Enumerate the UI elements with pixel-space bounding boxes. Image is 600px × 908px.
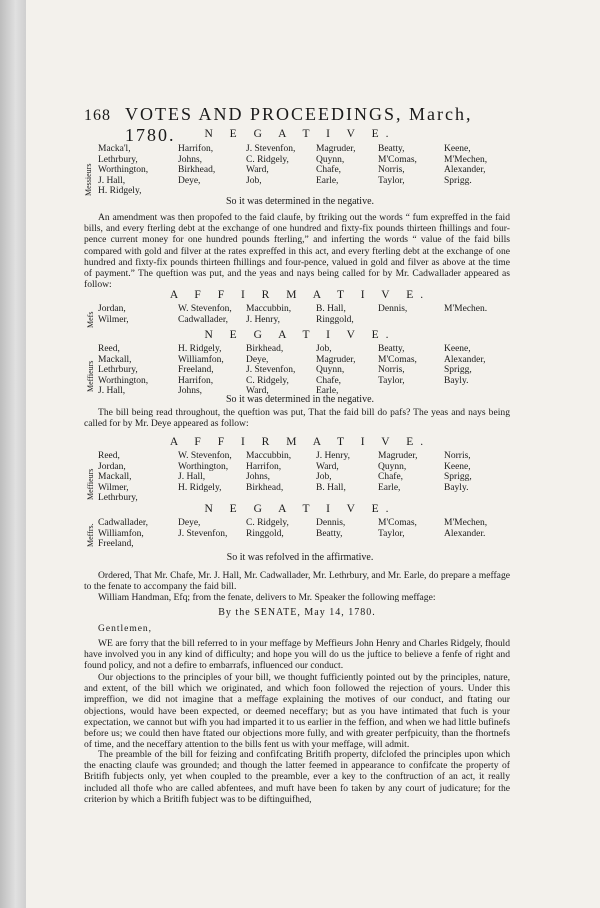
member-name: Sprigg, bbox=[444, 365, 472, 375]
member-name: Jordan, bbox=[98, 461, 126, 472]
member-name: Reed, bbox=[98, 344, 120, 354]
member-name bbox=[444, 186, 514, 197]
member-name: Cadwallader, bbox=[98, 518, 149, 528]
member-name bbox=[378, 186, 444, 197]
member-name: Johns, bbox=[246, 472, 271, 482]
member-name: Dennis, bbox=[378, 304, 408, 314]
salutation: Gentlemen, bbox=[98, 624, 153, 634]
member-name: Quynn, bbox=[316, 365, 345, 375]
vote-list-5 bbox=[98, 518, 514, 550]
member-name: Cadwallader, bbox=[178, 314, 229, 325]
member-name bbox=[444, 539, 514, 550]
member-name: Deye, bbox=[178, 518, 201, 528]
member-name: Job, bbox=[316, 472, 332, 482]
vote-list-1 bbox=[98, 144, 514, 197]
member-name: Maccubbin, bbox=[246, 304, 292, 314]
negative-heading-3: N E G A T I V E. bbox=[204, 329, 396, 341]
letter-paragraph-1: WE are forry that the bill referred to in your meffage by Meffieurs John Henry and Charles Ridgely, fhould have involved you in any kind of difficulty; and hope you will do us the juftice to believe a fenfe of right and found policy, and not a defire to embarrafs, influenced our conduct. bbox=[84, 638, 510, 672]
member-name: Maccubbin, bbox=[246, 451, 292, 461]
member-name: Quynn, bbox=[378, 461, 407, 472]
member-name bbox=[178, 186, 246, 197]
member-name: B. Hall, bbox=[316, 304, 346, 314]
letter-paragraph-2: Our objections to the principles of your bill, we thought fufficiently pointed out by the principles, nature, and extent, of the bill which we originated, and which foon followed the rejection of yours. Under this impreffion, we did not imagine that a meffage explaining the motives of our conduct, and ftating our objections, would have been expected, or deemed neceffary; but as you have intimated that fuch is your expectation, we cannot but wifh you had imparted it to us earlier in the feffion, and when we had little bufinefs before us; we could then have ftated our objections more fully, and with greater perfpicuity, than the fhortnefs of time, and the neceffary attention to the bills fent us with your meffage, will admit. bbox=[84, 672, 510, 751]
member-name bbox=[246, 493, 316, 504]
member-name: Chafe, bbox=[316, 375, 342, 386]
member-name: J. Stevenfon, bbox=[246, 144, 296, 154]
member-name: Ringgold, bbox=[316, 314, 354, 325]
member-name: Jordan, bbox=[98, 304, 126, 314]
member-name bbox=[316, 539, 378, 550]
member-name: C. Ridgely, bbox=[246, 154, 289, 165]
member-name: Norris, bbox=[378, 365, 405, 375]
member-name: Chafe, bbox=[316, 165, 342, 175]
member-name: Wilmer, bbox=[98, 314, 129, 325]
member-name: Lethrbury, bbox=[98, 365, 138, 375]
negative-heading-5: N E G A T I V E. bbox=[204, 503, 396, 515]
member-name: Keene, bbox=[444, 344, 471, 354]
member-name: Harrifon, bbox=[178, 375, 214, 386]
side-label-1: Messieurs bbox=[84, 163, 93, 196]
member-name bbox=[378, 493, 444, 504]
member-name: Earle, bbox=[316, 386, 339, 396]
member-name: Beatty, bbox=[378, 144, 405, 154]
side-label-5: Meffrs. bbox=[86, 523, 95, 547]
member-name: Freeland, bbox=[98, 539, 134, 549]
member-name bbox=[444, 315, 514, 326]
member-name: J. Stevenfon, bbox=[246, 365, 296, 375]
letter-paragraph-3: The preamble of the bill for feizing and confifcating Britifh property, difclofed the principles upon which the enacting claufe was grounded; and though the latter feemed in appearance to confifcate the property of Britifh fubjects only, yet when coupled to the preamble, ever a key to the conftruction of an act, it really included all thofe who are called abfentees, and muft have been fo taken by any court of judicature; for the criterion by which a Britifh fubject was to be diftinguifhed, bbox=[84, 749, 510, 805]
amendment-paragraph: An amendment was then propofed to the faid claufe, by ftriking out the words “ fum expreffed in the faid bills, and every fterling debt at the exchange of one hundred and fixty-fix pounds thirteen fhillings and four-pence current money for one hundred pounds fterling,” and inferting the words “ value of the faid bills compared with gold and filver at the rates expreffed in this act, and every fterling debt at the exchange of one hundred and fixty-fix pounds thirteen fhillings and four-pence, valued in gold and filver as above at the time of payment.” The queftion was put, and the yeas and nays being called for by Mr. Cadwallader appeared as follow: bbox=[84, 212, 510, 291]
member-name: Birkhead, bbox=[178, 165, 216, 175]
member-name bbox=[378, 315, 444, 326]
member-name: B. Hall, bbox=[316, 482, 346, 493]
page-title: VOTES AND PROCEEDINGS, March, 1780. bbox=[125, 104, 473, 145]
page-number: 168 bbox=[84, 107, 111, 124]
member-name: Magruder, bbox=[378, 451, 418, 461]
member-name: J. Henry, bbox=[316, 451, 350, 461]
member-name: Sprigg, bbox=[444, 472, 472, 482]
member-name: Mackall, bbox=[98, 354, 132, 365]
member-name: Birkhead, bbox=[246, 344, 284, 354]
member-name: Keene, bbox=[444, 144, 471, 154]
member-name: Ward, bbox=[316, 461, 339, 472]
member-name: M'Mechen, bbox=[444, 518, 488, 528]
member-name: Earle, bbox=[378, 482, 401, 493]
member-name: H. Ridgely, bbox=[178, 344, 222, 354]
member-name: M'Mechen. bbox=[444, 304, 488, 314]
side-label-3: Meffieurs bbox=[86, 360, 95, 392]
member-name: Ringgold, bbox=[246, 528, 284, 539]
vote-list-2 bbox=[98, 304, 514, 325]
member-name: Sprigg. bbox=[444, 175, 472, 186]
member-name: M'Mechen, bbox=[444, 154, 488, 165]
member-name: J. Hall, bbox=[98, 386, 126, 396]
member-name: J. Hall, bbox=[178, 472, 206, 482]
affirmative-heading-2: A F F I R M A T I V E. bbox=[169, 289, 431, 301]
member-name: Magruder, bbox=[316, 354, 356, 365]
member-name: Johns, bbox=[178, 154, 203, 165]
member-name bbox=[178, 539, 246, 550]
member-name: Chafe, bbox=[378, 472, 404, 482]
member-name: Worthington, bbox=[98, 165, 149, 175]
member-name: Lethrbury, bbox=[98, 154, 138, 165]
result-5: So it was refolved in the affirmative. bbox=[226, 552, 374, 563]
member-name: Alexander, bbox=[444, 354, 486, 365]
member-name: M'Comas, bbox=[378, 154, 417, 165]
member-name: Norris, bbox=[378, 165, 405, 175]
member-name: Worthington, bbox=[98, 375, 149, 386]
member-name: Deye, bbox=[178, 175, 201, 186]
member-name: Job, bbox=[246, 175, 262, 186]
member-name: Birkhead, bbox=[246, 482, 284, 493]
member-name: Williamfon, bbox=[178, 354, 224, 365]
member-name: C. Ridgely, bbox=[246, 518, 289, 528]
result-1: So it was determined in the negative. bbox=[225, 196, 375, 207]
member-name: Alexander. bbox=[444, 528, 486, 539]
member-name: Wilmer, bbox=[98, 482, 129, 493]
result-3: So it was determined in the negative. bbox=[225, 394, 375, 405]
member-name: M'Comas, bbox=[378, 354, 417, 365]
member-name: Taylor, bbox=[378, 175, 405, 186]
member-name: Job, bbox=[316, 344, 332, 354]
member-name: Taylor, bbox=[378, 528, 405, 539]
member-name bbox=[444, 493, 514, 504]
ordered-paragraph: Ordered, That Mr. Chafe, Mr. J. Hall, Mr. Cadwallader, Mr. Lethrbury, and Mr. Earle, do prepare a meffage to the fenate to accompany the faid bill. bbox=[84, 570, 510, 593]
member-name: Macka'l, bbox=[98, 144, 131, 154]
member-name: Alexander, bbox=[444, 165, 486, 175]
member-name bbox=[246, 186, 316, 197]
member-name: Norris, bbox=[444, 451, 471, 461]
member-name: C. Ridgely, bbox=[246, 375, 289, 386]
member-name: Taylor, bbox=[378, 375, 405, 386]
member-name: M'Comas, bbox=[378, 518, 417, 528]
member-name: Bayly. bbox=[444, 482, 469, 493]
member-name: J. Henry, bbox=[246, 314, 280, 325]
member-name bbox=[246, 539, 316, 550]
member-name: Freeland, bbox=[178, 365, 214, 375]
member-name: J. Stevenfon, bbox=[178, 528, 228, 539]
handman-paragraph: William Handman, Efq; from the fenate, delivers to Mr. Speaker the following meffage: bbox=[98, 592, 436, 603]
side-label-2: Mefs bbox=[86, 311, 95, 328]
member-name: W. Stevenfon, bbox=[178, 304, 232, 314]
member-name: Bayly. bbox=[444, 375, 469, 386]
member-name bbox=[316, 493, 378, 504]
negative-heading-1: N E G A T I V E. bbox=[204, 128, 396, 140]
member-name: Quynn, bbox=[316, 154, 345, 165]
vote-list-4 bbox=[98, 451, 514, 504]
side-label-4: Meffieurs bbox=[86, 468, 95, 500]
member-name: Johns, bbox=[178, 386, 203, 396]
member-name: H. Ridgely, bbox=[98, 186, 142, 196]
member-name: Harrifon, bbox=[246, 461, 282, 472]
member-name: J. Hall, bbox=[98, 175, 126, 186]
senate-header: By the SENATE, May 14, 1780. bbox=[218, 607, 376, 618]
member-name: Beatty, bbox=[316, 528, 343, 539]
member-name: Ward, bbox=[246, 165, 269, 175]
member-name bbox=[316, 186, 378, 197]
member-name: Beatty, bbox=[378, 344, 405, 354]
member-name: Mackall, bbox=[98, 472, 132, 482]
bill-paragraph: The bill being read throughout, the queftion was put, That the faid bill do pafs? The yeas and nays being called for by Mr. Deye appeared as follow: bbox=[84, 407, 510, 430]
member-name: Earle, bbox=[316, 175, 339, 186]
vote-list-3 bbox=[98, 344, 514, 397]
affirmative-heading-4: A F F I R M A T I V E. bbox=[169, 436, 431, 448]
member-name: Reed, bbox=[98, 451, 120, 461]
member-name: Deye, bbox=[246, 354, 269, 365]
member-name: Worthington, bbox=[178, 461, 229, 472]
member-name: Lethrbury, bbox=[98, 493, 138, 503]
member-name: Dennis, bbox=[316, 518, 346, 528]
member-name: Magruder, bbox=[316, 144, 356, 154]
member-name: Keene, bbox=[444, 461, 471, 472]
member-name: Ward, bbox=[246, 386, 269, 396]
member-name: W. Stevenfon, bbox=[178, 451, 232, 461]
member-name: Williamfon, bbox=[98, 528, 144, 539]
member-name bbox=[378, 539, 444, 550]
member-name: H. Ridgely, bbox=[178, 482, 222, 493]
member-name: Harrifon, bbox=[178, 144, 214, 154]
member-name bbox=[178, 493, 246, 504]
